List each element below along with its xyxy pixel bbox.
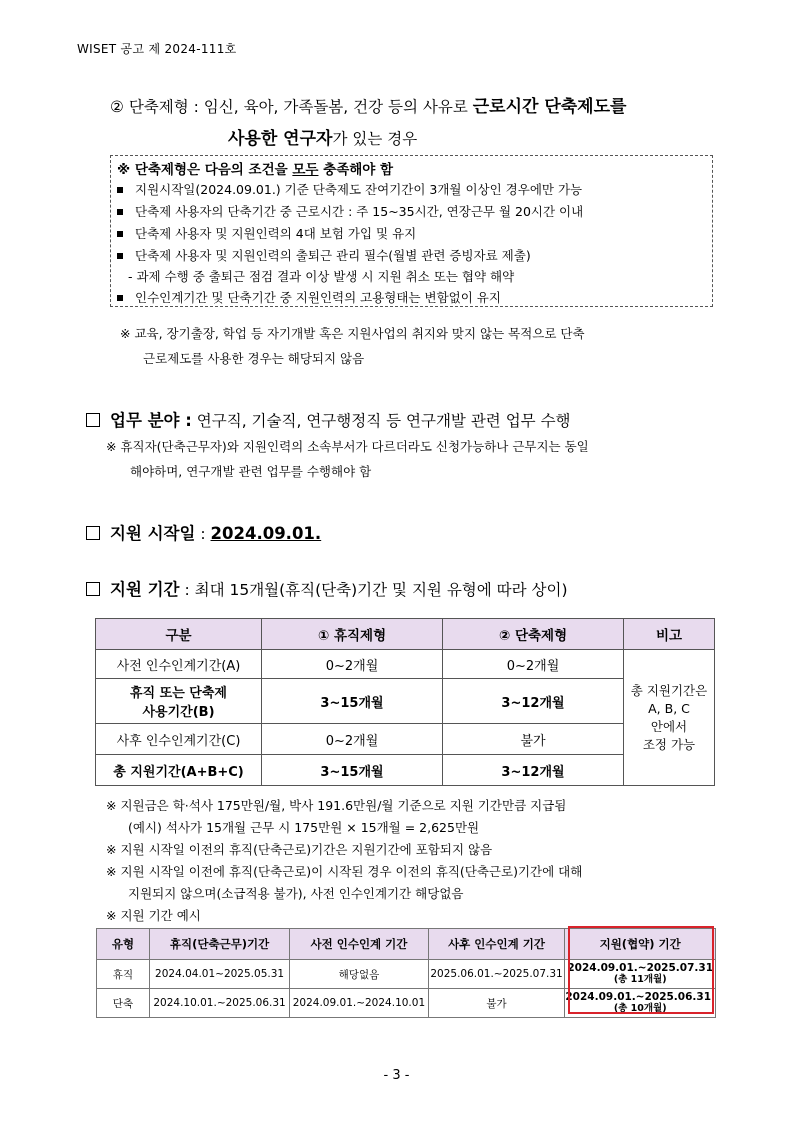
- table-row: [97, 960, 716, 989]
- cell-post: 2025.06.01.~2025.07.31: [428, 960, 565, 989]
- checkbox-icon: [86, 582, 100, 596]
- condition-item: 지원시작일(2024.09.01.) 기준 단축제도 잔여기간이 3개월 이상인 경우에만 가능: [117, 180, 582, 198]
- bullet-icon: [117, 231, 123, 237]
- checkbox-icon: [86, 413, 100, 427]
- type2-intro-bold: 근로시간 단축제도를: [472, 97, 627, 117]
- support-note: ※ 지원금은 학·석사 175만원/월, 박사 191.6만원/월 기준으로 지원 기간만큼 지급됨: [106, 798, 567, 813]
- bullet-icon: [117, 187, 123, 193]
- table-header-cell: 사후 인수인계 기간: [428, 929, 565, 960]
- table-header-cell: ② 단축제형: [443, 619, 624, 650]
- table-row: [96, 679, 715, 724]
- table-header-cell: 휴직(단축근무)기간: [149, 929, 289, 960]
- section-field: 업무 분야 : 연구직, 기술직, 연구행정직 등 연구개발 관련 업무 수행: [86, 407, 571, 431]
- cell-support: 2024.09.01.~2025.06.31. (총 10개월): [565, 989, 716, 1018]
- cell-type: 휴직: [97, 960, 150, 989]
- condition-item: 단축제 사용자 및 지원인력의 4대 보험 가입 및 유지: [117, 224, 416, 242]
- table-header-cell: 비고: [624, 619, 715, 650]
- page-number: - 3 -: [383, 1068, 410, 1083]
- condition-item: 단축제 사용자 및 지원인력의 출퇴근 관리 필수(월별 관련 증빙자료 제출): [117, 246, 531, 264]
- bullet-icon: [117, 253, 123, 259]
- cell-value: 3~12개월: [443, 679, 624, 724]
- table-row: [96, 724, 715, 755]
- start-date: 2024.09.01.: [210, 524, 322, 543]
- dev-note-line1: ※ 교육, 장기출장, 학업 등 자기개발 혹은 지원사업의 취지와 맞지 않는 목적으로 단축: [120, 326, 585, 341]
- type2-line2: 사용한 연구자가 있는 경우: [228, 129, 418, 149]
- cell-value: 3~15개월: [262, 755, 443, 786]
- support-note: ※ 지원 시작일 이전의 휴직(단축근로)기간은 지원기간에 포함되지 않음: [106, 842, 493, 857]
- row-label: 휴직 또는 단축제 사용기간(B): [96, 679, 262, 724]
- cell-value: 0~2개월: [443, 650, 624, 679]
- table-header-row: [96, 619, 715, 650]
- condition-item: 인수인계기간 및 단축기간 중 지원인력의 고용형태는 변함없이 유지: [117, 288, 501, 306]
- cell-pre: 2024.09.01.~2024.10.01: [290, 989, 428, 1018]
- table-row: [96, 755, 715, 786]
- table-header-row: [97, 929, 716, 960]
- cell-value: 불가: [443, 724, 624, 755]
- field-note-line1: ※ 휴직자(단축근무자)와 지원인력의 소속부서가 다르더라도 신청가능하나 근무지는 동일: [106, 439, 589, 454]
- cell-support: 2024.09.01.~2025.07.31 (총 11개월): [565, 960, 716, 989]
- conditions-title: ※ 단축제형은 다음의 조건을 모두 충족해야 함: [117, 162, 394, 178]
- remark-cell: 총 지원기간은 A, B, C 안에서 조정 가능: [624, 650, 715, 786]
- cell-value: 3~15개월: [262, 679, 443, 724]
- table-row: [96, 650, 715, 679]
- row-label: 사전 인수인계기간(A): [96, 650, 262, 679]
- table-header-cell: 구분: [96, 619, 262, 650]
- cell-period: 2024.04.01~2025.05.31: [149, 960, 289, 989]
- row-label: 사후 인수인계기간(C): [96, 724, 262, 755]
- cell-value: 0~2개월: [262, 724, 443, 755]
- table-row: [97, 989, 716, 1018]
- dev-note-line2: 근로제도를 사용한 경우는 해당되지 않음: [143, 351, 365, 366]
- support-example-title: ※ 지원 기간 예시: [106, 908, 201, 923]
- section-start: 지원 시작일 : 2024.09.01.: [86, 520, 321, 544]
- bullet-icon: [117, 295, 123, 301]
- example-table: [96, 928, 716, 1018]
- support-note-cont: 지원되지 않으며(소급적용 불가), 사전 인수인계기간 해당없음: [128, 886, 464, 901]
- cell-value: 0~2개월: [262, 650, 443, 679]
- table-header-cell: 지원(협약) 기간: [565, 929, 716, 960]
- cell-pre: 해당없음: [290, 960, 428, 989]
- cell-type: 단축: [97, 989, 150, 1018]
- bullet-icon: [117, 209, 123, 215]
- table-header-cell: 사전 인수인계 기간: [290, 929, 428, 960]
- cell-value: 3~12개월: [443, 755, 624, 786]
- document-header: WISET 공고 제 2024-111호: [77, 42, 237, 56]
- condition-item: 단축제 사용자의 단축기간 중 근로시간 : 주 15~35시간, 연장근무 월 20시간 이내: [117, 202, 583, 220]
- row-label: 총 지원기간(A+B+C): [96, 755, 262, 786]
- table-header-cell: ① 휴직제형: [262, 619, 443, 650]
- checkbox-icon: [86, 526, 100, 540]
- table-header-cell: 유형: [97, 929, 150, 960]
- condition-subitem: - 과제 수행 중 출퇴근 점검 결과 이상 발생 시 지원 취소 또는 협약 해약: [128, 269, 515, 284]
- type2-line2-bold: 사용한 연구자: [228, 129, 333, 149]
- cell-post: 불가: [428, 989, 565, 1018]
- period-table: [95, 618, 715, 786]
- type2-intro: ② 단축제형 : 임신, 육아, 가족돌봄, 건강 등의 사유로 근로시간 단축제도를: [110, 97, 627, 117]
- cell-period: 2024.10.01.~2025.06.31: [149, 989, 289, 1018]
- section-period: 지원 기간 : 최대 15개월(휴직(단축)기간 및 지원 유형에 따라 상이): [86, 576, 568, 600]
- field-note-line2: 해야하며, 연구개발 관련 업무를 수행해야 함: [130, 464, 372, 479]
- support-note: ※ 지원 시작일 이전에 휴직(단축근로)이 시작된 경우 이전의 휴직(단축근로)기간에 대해: [106, 864, 583, 879]
- support-example: (예시) 석사가 15개월 근무 시 175만원 × 15개월 = 2,625만원: [128, 820, 480, 835]
